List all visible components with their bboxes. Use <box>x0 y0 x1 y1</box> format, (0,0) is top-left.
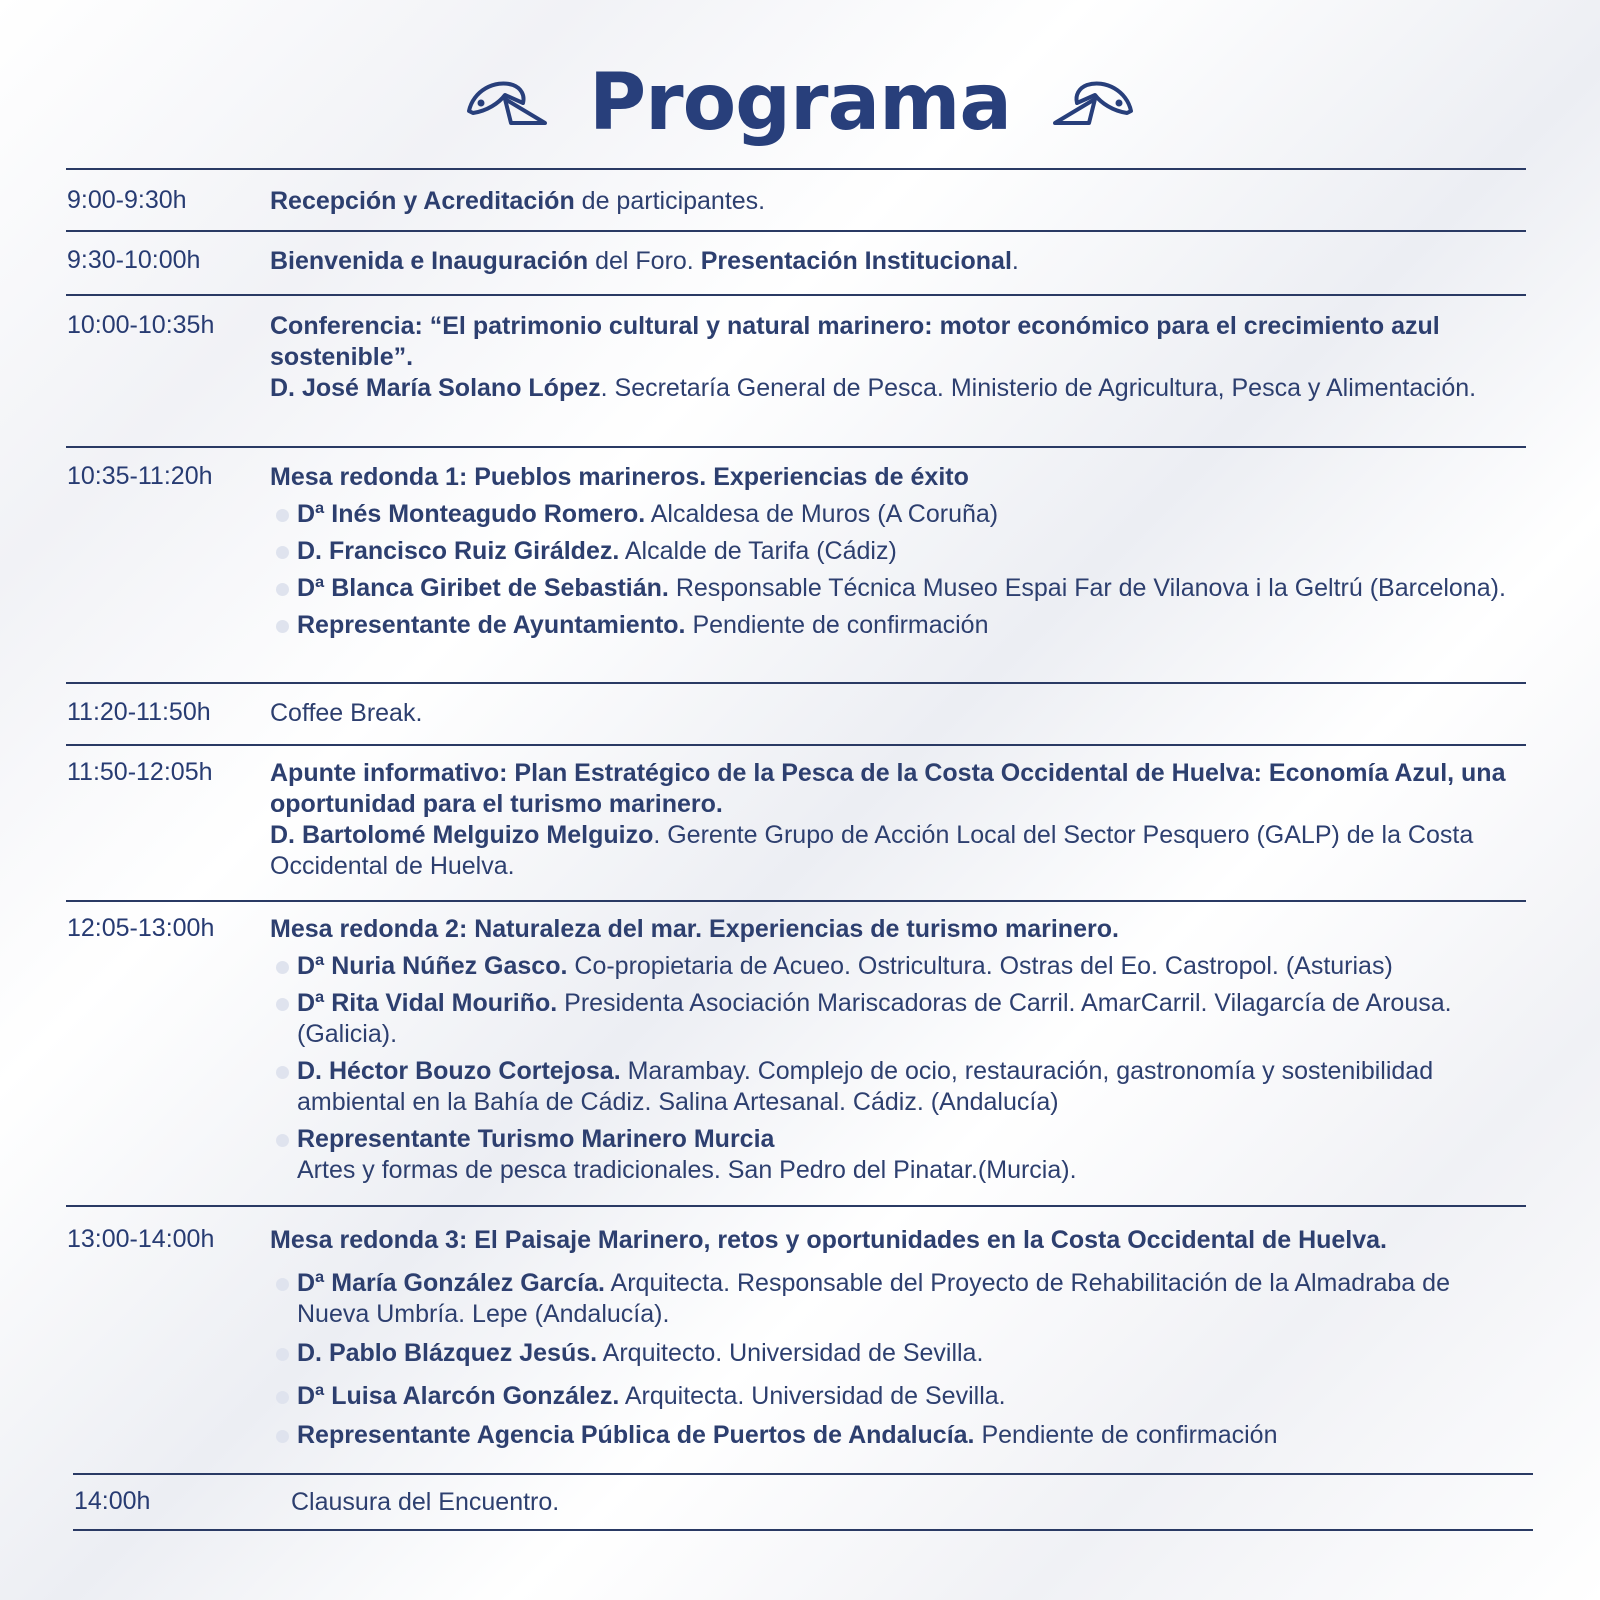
speaker-desc: Co-propietaria de Acueo. Ostricultura. Ostras del Eo. Castropol. (Asturias) <box>567 952 1393 980</box>
time-slot: 10:00-10:35h <box>67 311 215 339</box>
speaker-name: Dª María González García. <box>297 1269 605 1297</box>
bullet-icon <box>276 998 289 1011</box>
speaker-name: D. Pablo Blázquez Jesús. <box>297 1339 598 1367</box>
bullet-icon <box>276 961 289 974</box>
bullet-icon <box>276 509 289 522</box>
time-slot: 9:00-9:30h <box>67 186 187 214</box>
page-title: Programa <box>588 58 1012 148</box>
bullet-icon <box>276 1348 289 1361</box>
speaker-name: Dª Blanca Giribet de Sebastián. <box>297 574 669 602</box>
session-title: Recepción y Acreditación <box>270 187 575 215</box>
fish-icon <box>465 73 549 133</box>
session-desc: de participantes. <box>574 187 766 215</box>
schedule-row <box>66 1205 1526 1473</box>
list-item <box>270 1420 1526 1451</box>
speaker-desc: Alcaldesa de Muros (A Coruña) <box>645 500 999 528</box>
session-title: Mesa redonda 3: El Paisaje Marinero, retos y oportunidades en la Costa Occidental de Huelva. <box>270 1226 1388 1254</box>
schedule-row <box>66 446 1526 682</box>
session <box>270 186 1526 217</box>
time-slot: 14:00h <box>74 1487 151 1515</box>
speaker <box>270 373 1526 404</box>
session <box>270 311 1526 404</box>
time-slot: 12:05-13:00h <box>67 914 215 942</box>
speaker-name: D. Héctor Bouzo Cortejosa. <box>297 1057 621 1085</box>
session <box>270 914 1526 1186</box>
bullet-icon <box>276 583 289 596</box>
speaker-name: Representante de Ayuntamiento. <box>297 611 686 639</box>
time-slot: 13:00-14:00h <box>67 1225 215 1253</box>
speaker-desc: Artes y formas de pesca tradicionales. San Pedro del Pinatar.(Murcia). <box>297 1156 1077 1184</box>
bullet-icon <box>276 1391 289 1404</box>
list-item <box>270 536 1526 567</box>
session <box>270 1225 1526 1451</box>
speaker-name: D. Bartolomé Melguizo Melguizo <box>270 821 654 849</box>
list-item <box>270 1381 1526 1412</box>
time-slot: 10:35-11:20h <box>67 462 213 490</box>
speaker-desc: . Secretaría General de Pesca. Ministerio de Agricultura, Pesca y Alimentación. <box>600 374 1477 402</box>
speaker-desc: Pendiente de confirmación <box>685 611 989 639</box>
bullet-icon <box>276 1134 289 1147</box>
list-item <box>270 951 1526 982</box>
time-slot: 9:30-10:00h <box>67 246 201 274</box>
fish-icon <box>1051 73 1135 133</box>
bullet-icon <box>276 620 289 633</box>
list-item <box>270 1056 1526 1118</box>
speaker-desc: Pendiente de confirmación <box>974 1421 1278 1449</box>
session-desc: . <box>1011 247 1019 275</box>
list-item <box>270 1124 1526 1186</box>
bullet-icon <box>276 1430 289 1443</box>
session-title: Conferencia: “El patrimonio cultural y natural marinero: motor económico para el crecimiento azul sostenible”. <box>270 312 1440 371</box>
session-title: Clausura del Encuentro. <box>291 1488 560 1516</box>
schedule-row <box>66 230 1526 294</box>
list-item <box>270 610 1526 641</box>
speaker-desc: Arquitecta. Universidad de Sevilla. <box>619 1382 1006 1410</box>
speaker-name: Dª Nuria Núñez Gasco. <box>297 952 568 980</box>
bullet-icon <box>276 1278 289 1291</box>
list-item <box>270 1268 1526 1330</box>
session-title: Apunte informativo: Plan Estratégico de la Pesca de la Costa Occidental de Huelva: Economía Azul, una oportunidad para el turismo marinero. <box>270 759 1506 818</box>
bullet-icon <box>276 546 289 559</box>
session-title: Coffee Break. <box>270 699 423 727</box>
speaker-desc: Presidenta Asociación Mariscadoras de Carril. AmarCarril. Vilagarcía de Arousa. (Galicia). <box>297 989 1452 1048</box>
session-title: Mesa redonda 1: Pueblos marineros. Experiencias de éxito <box>270 463 969 491</box>
time-slot: 11:50-12:05h <box>67 758 213 786</box>
speaker-desc: . Gerente Grupo de Acción Local del Sector Pesquero (GALP) de la Costa Occidental de Huelva. <box>270 821 1474 880</box>
speaker-name: Dª Luisa Alarcón González. <box>297 1382 620 1410</box>
speaker-name: Dª Inés Monteagudo Romero. <box>297 500 646 528</box>
speaker-name: D. Francisco Ruiz Giráldez. <box>297 537 620 565</box>
schedule-row <box>66 294 1526 446</box>
list-item <box>270 1338 1526 1369</box>
schedule-row <box>66 744 1526 900</box>
speaker-name: Dª Rita Vidal Mouriño. <box>297 989 558 1017</box>
session-title: Presentación Institucional <box>700 247 1012 275</box>
session <box>270 246 1526 277</box>
speaker <box>270 820 1526 882</box>
schedule-row <box>73 1473 1533 1531</box>
list-item <box>270 499 1526 530</box>
speaker-desc: Arquitecta. Responsable del Proyecto de Rehabilitación de la Almadraba de Nueva Umbría. Lepe (Andalucía). <box>297 1269 1450 1328</box>
session-desc: del Foro. <box>588 247 701 275</box>
schedule-row <box>66 900 1526 1205</box>
speaker-name: D. José María Solano López <box>270 374 601 402</box>
speaker-desc: Alcalde de Tarifa (Cádiz) <box>619 537 897 565</box>
schedule-row <box>66 168 1526 230</box>
bullet-icon <box>276 1066 289 1079</box>
speaker-desc: Responsable Técnica Museo Espai Far de Vilanova i la Geltrú (Barcelona). <box>668 574 1506 602</box>
time-slot: 11:20-11:50h <box>67 698 211 726</box>
session <box>270 698 1526 729</box>
speaker-desc: Marambay. Complejo de ocio, restauración, gastronomía y sostenibilidad ambiental en la Bahía de Cádiz. Salina Artesanal. Cádiz. (Andalucía) <box>297 1057 1434 1116</box>
list-item <box>270 573 1526 604</box>
session <box>270 462 1526 641</box>
session <box>270 758 1526 882</box>
list-item <box>270 988 1526 1050</box>
session <box>291 1487 1547 1518</box>
speaker-name: Representante Agencia Pública de Puertos de Andalucía. <box>297 1421 975 1449</box>
schedule-row <box>66 682 1526 744</box>
speaker-name: Representante Turismo Marinero Murcia <box>297 1125 775 1153</box>
speaker-desc: Arquitecto. Universidad de Sevilla. <box>597 1339 984 1367</box>
session-title: Mesa redonda 2: Naturaleza del mar. Experiencias de turismo marinero. <box>270 915 1119 943</box>
header <box>0 48 1600 158</box>
session-title: Bienvenida e Inauguración <box>270 247 589 275</box>
